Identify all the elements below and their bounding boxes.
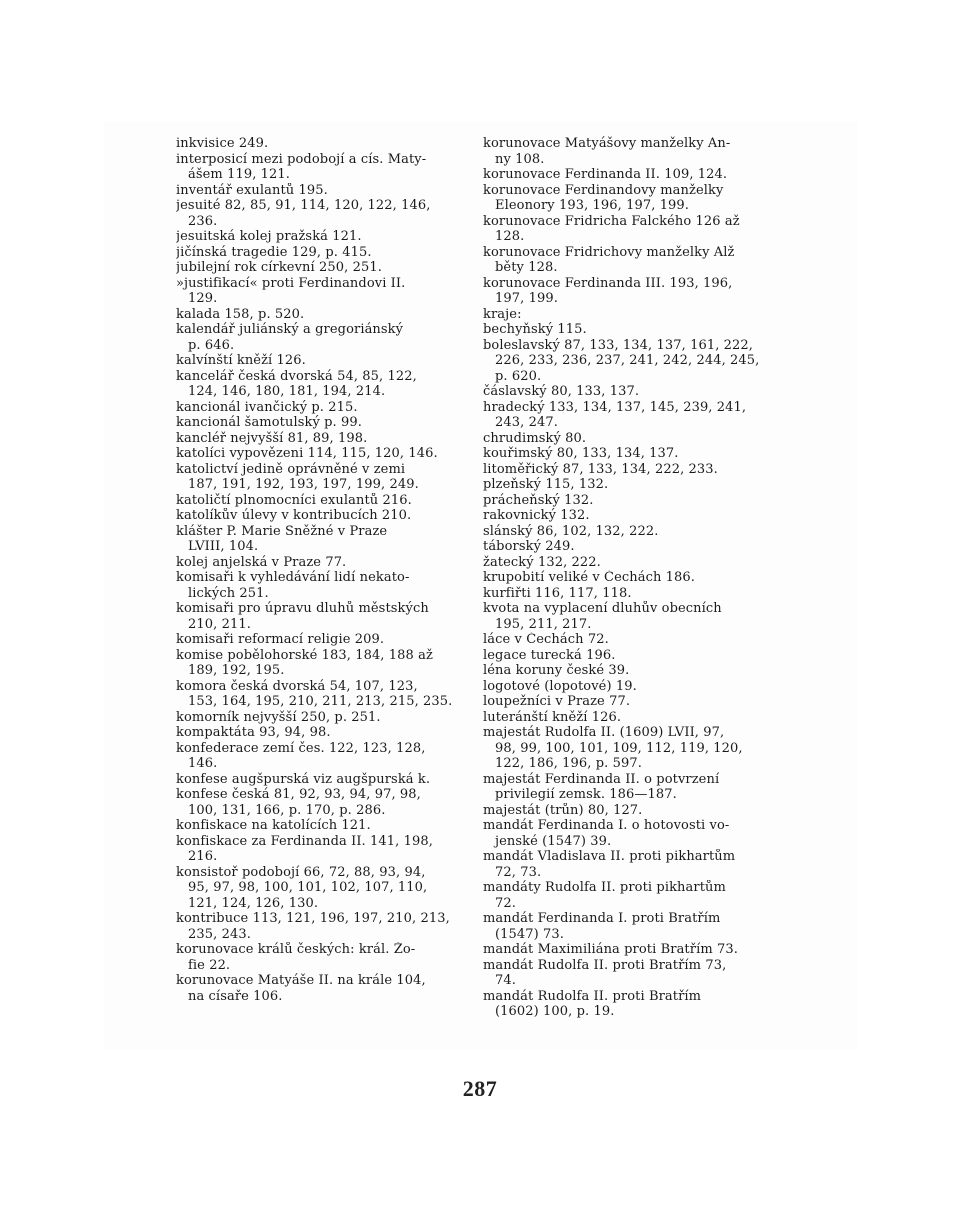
index-entry <box>483 803 771 819</box>
index-entry <box>483 493 771 509</box>
index-entry <box>483 539 771 555</box>
index-entry-continuation: 210, 211. <box>188 616 251 632</box>
index-entry <box>176 865 462 912</box>
index-entry-continuation: 74. <box>495 973 516 988</box>
index-entry-line: katoličtí plnomocníci exulantů 216. <box>176 492 412 508</box>
index-entry-continuation: 95, 97, 98, 100, 101, 102, 107, 110, <box>188 880 428 895</box>
index-entry-continuation: fie 22. <box>188 957 231 973</box>
index-entry-line: loupežníci v Praze 77. <box>483 694 631 709</box>
index-entry-line: kancionál ivančický p. 215. <box>176 399 358 415</box>
index-entry <box>176 353 462 369</box>
index-entry <box>483 508 771 524</box>
index-entry <box>483 477 771 493</box>
index-entry-continuation: 187, 191, 192, 193, 197, 199, 249. <box>188 477 419 492</box>
index-entry-line: kalvínští kněží 126. <box>176 353 306 368</box>
index-entry <box>176 741 462 772</box>
index-entry-line: legace turecká 196. <box>483 647 616 663</box>
index-entry-line: korunovace králů českých: král. Žo- <box>176 942 416 957</box>
index-entry-line: kvota na vyplacení dluhův obecních <box>483 601 722 616</box>
index-entry-line: žatecký 132, 222. <box>483 554 601 570</box>
index-entry <box>483 725 771 772</box>
index-entry-line: konfese česká 81, 92, 93, 94, 97, 98, <box>176 787 421 802</box>
index-entry-line: jičínská tragedie 129, p. 415. <box>176 244 372 260</box>
index-entry-line: komisaři pro úpravu dluhů městských <box>176 601 429 616</box>
index-entry-line: konfese augšpurská viz augšpurská k. <box>176 771 431 787</box>
index-entry-line: bechyňský 115. <box>483 322 587 337</box>
index-entry-continuation: 129. <box>188 291 218 306</box>
index-entry <box>483 555 771 571</box>
index-entry <box>176 725 462 741</box>
index-entry-line: inventář exulantů 195. <box>176 182 328 198</box>
index-entry <box>176 462 462 493</box>
index-entry-line: kontribuce 113, 121, 196, 197, 210, 213, <box>176 911 450 926</box>
index-entry <box>176 152 462 183</box>
index-entry <box>483 586 771 602</box>
index-entry-line: interposicí mezi podobojí a cís. Maty- <box>176 151 427 167</box>
index-entry-line: jesuité 82, 85, 91, 114, 120, 122, 146, <box>176 198 431 213</box>
index-entry <box>483 214 771 245</box>
index-entry <box>483 400 771 431</box>
index-entry-line: komisaři k vyhledávání lidí nekato- <box>176 570 410 585</box>
index-entry-line: hradecký 133, 134, 137, 145, 239, 241, <box>483 399 747 415</box>
index-entry-line: konfiskace za Ferdinanda II. 141, 198, <box>176 833 433 849</box>
index-entry-line: majestát (trůn) 80, 127. <box>483 802 643 818</box>
index-entry-continuation: 197, 199. <box>495 291 558 306</box>
index-entry-line: kurfiřti 116, 117, 118. <box>483 585 632 601</box>
index-entry-continuation: privilegií zemsk. 186—187. <box>495 787 677 802</box>
index-entry-line: konfederace zemí čes. 122, 123, 128, <box>176 740 426 756</box>
index-entry-line: korunovace Matyášovy manželky An- <box>483 136 731 151</box>
index-column-left <box>176 136 462 1004</box>
index-entry <box>176 787 462 818</box>
index-entry <box>483 384 771 400</box>
index-entry <box>483 818 771 849</box>
index-entry-line: inkvisice 249. <box>176 136 269 151</box>
index-entry <box>176 524 462 555</box>
index-entry <box>483 338 771 385</box>
index-entry <box>483 772 771 803</box>
index-entry-line: katolictví jedině oprávněné v zemi <box>176 461 406 477</box>
index-entry <box>483 710 771 726</box>
index-entry <box>176 446 462 462</box>
index-entry <box>483 167 771 183</box>
index-entry-line: katolíkův úlevy v kontribucích 210. <box>176 508 412 523</box>
index-entry-continuation: 72. <box>495 895 516 911</box>
index-entry-line: plzeňský 115, 132. <box>483 477 609 492</box>
index-entry-line: logotové (lopotové) 19. <box>483 678 637 694</box>
index-entry <box>483 679 771 695</box>
index-entry <box>483 276 771 307</box>
index-entry-continuation: 146. <box>188 756 218 771</box>
index-entry-line: kancionál šamotulský p. 99. <box>176 415 362 430</box>
index-entry-continuation: 128. <box>495 229 525 244</box>
index-entry <box>483 958 771 989</box>
index-entry <box>483 524 771 540</box>
index-entry <box>176 183 462 199</box>
index-entry-continuation: 189, 192, 195. <box>188 663 285 678</box>
index-entry-continuation: 226, 233, 236, 237, 241, 242, 244, 245, <box>495 353 760 368</box>
index-entry <box>483 136 771 167</box>
index-entry-continuation: 235, 243. <box>188 926 251 942</box>
index-entry-continuation: běty 128. <box>495 260 558 275</box>
index-entry-line: mandát Rudolfa II. proti Bratřím 73, <box>483 957 727 973</box>
index-entry-continuation: 195, 211, 217. <box>495 616 592 632</box>
index-entry-continuation: jenské (1547) 39. <box>495 833 612 849</box>
index-entry <box>483 648 771 664</box>
index-entry-line: mandát Vladislava II. proti pikhartům <box>483 849 736 864</box>
index-entry-line: mandát Ferdinanda I. proti Bratřím <box>483 911 721 926</box>
index-entry-line: slánský 86, 102, 132, 222. <box>483 523 659 539</box>
index-entry-continuation: 100, 131, 166, p. 170, p. 286. <box>188 802 386 818</box>
index-entry-line: »justifikací« proti Ferdinandovi II. <box>176 275 406 291</box>
index-entry <box>483 632 771 648</box>
index-entry-line: táborský 249. <box>483 539 575 554</box>
index-entry <box>176 772 462 788</box>
index-entry <box>483 462 771 478</box>
index-entry-line: kolej anjelská v Praze 77. <box>176 554 347 570</box>
index-entry-line: mandáty Rudolfa II. proti pikhartům <box>483 880 726 895</box>
index-entry-line: kompaktáta 93, 94, 98. <box>176 725 331 740</box>
index-entry <box>483 880 771 911</box>
index-entry-line: kalada 158, p. 520. <box>176 306 305 322</box>
index-entry <box>483 183 771 214</box>
index-entry <box>176 508 462 524</box>
index-entry-continuation: 121, 124, 126, 130. <box>188 895 319 911</box>
index-entry <box>176 260 462 276</box>
index-entry-line: jubilejní rok církevní 250, 251. <box>176 260 382 275</box>
index-entry-line: krupobití veliké v Čechách 186. <box>483 570 696 585</box>
index-column-right <box>483 136 771 1020</box>
index-entry-line: komora česká dvorská 54, 107, 123, <box>176 678 418 694</box>
index-entry <box>176 911 462 942</box>
index-entry <box>483 694 771 710</box>
index-entry-continuation: na císaře 106. <box>188 988 283 1004</box>
index-entry <box>176 601 462 632</box>
index-entry <box>176 415 462 431</box>
index-entry-line: rakovnický 132. <box>483 508 590 523</box>
index-entry <box>176 834 462 865</box>
index-entry <box>176 229 462 245</box>
index-entry <box>176 493 462 509</box>
index-entry-line: korunovace Ferdinanda III. 193, 196, <box>483 275 733 291</box>
index-entry-line: jesuitská kolej pražská 121. <box>176 229 362 244</box>
index-entry-continuation: ášem 119, 121. <box>188 167 290 182</box>
index-entry-continuation: Eleonory 193, 196, 197, 199. <box>495 198 690 213</box>
index-entry-continuation: p. 646. <box>188 337 235 353</box>
index-entry-line: konsistoř podobojí 66, 72, 88, 93, 94, <box>176 864 426 880</box>
index-entry-line: korunovace Fridricha Falckého 126 až <box>483 213 740 229</box>
index-entry-continuation: 98, 99, 100, 101, 109, 112, 119, 120, <box>495 740 743 756</box>
index-entry <box>483 663 771 679</box>
index-entry-line: luteránští kněží 126. <box>483 709 622 725</box>
index-entry-line: prácheňský 132. <box>483 492 594 508</box>
index-entry-line: komisaři reformací religie 209. <box>176 632 385 647</box>
index-entry-line: majestát Ferdinanda II. o potvrzení <box>483 771 720 787</box>
index-entry <box>176 818 462 834</box>
index-entry-line: léna koruny české 39. <box>483 663 630 678</box>
index-entry-continuation: 216. <box>188 849 218 864</box>
index-entry-continuation: 153, 164, 195, 210, 211, 213, 215, 235. <box>188 694 453 709</box>
index-entry <box>176 322 462 353</box>
index-entry <box>483 431 771 447</box>
index-entry-line: kalendář juliánský a gregoriánský <box>176 322 404 337</box>
index-entry-continuation: p. 620. <box>495 368 542 384</box>
index-entry-line: komise pobělohorské 183, 184, 188 až <box>176 647 433 663</box>
index-entry-line: korunovace Ferdinandovy manželky <box>483 182 724 198</box>
index-entry-line: konfiskace na katolících 121. <box>176 818 371 833</box>
index-entry-line: korunovace Ferdinanda II. 109, 124. <box>483 167 728 182</box>
index-entry-line: mandát Ferdinanda I. o hotovosti vo- <box>483 818 730 833</box>
index-entry <box>483 307 771 323</box>
index-entry <box>483 570 771 586</box>
index-entry-continuation: 236. <box>188 213 218 229</box>
index-entry-line: majestát Rudolfa II. (1609) LVII, 97, <box>483 725 725 740</box>
index-entry-line: mandát Maximiliána proti Bratřím 73. <box>483 942 738 957</box>
index-entry <box>176 570 462 601</box>
index-entry-line: mandát Rudolfa II. proti Bratřím <box>483 988 702 1004</box>
index-entry-line: korunovace Fridrichovy manželky Alž <box>483 244 735 260</box>
index-entry-line: kancelář česká dvorská 54, 85, 122, <box>176 368 417 384</box>
index-entry-line: boleslavský 87, 133, 134, 137, 161, 222, <box>483 337 754 353</box>
index-entry-continuation: 72, 73. <box>495 864 542 880</box>
index-entry <box>176 245 462 261</box>
index-entry-line: komorník nejvyšší 250, p. 251. <box>176 709 381 725</box>
index-entry-continuation: 124, 146, 180, 181, 194, 214. <box>188 384 386 399</box>
index-entry <box>176 679 462 710</box>
index-entry <box>176 648 462 679</box>
index-entry-continuation: ny 108. <box>495 151 545 167</box>
index-entry <box>483 942 771 958</box>
index-entry-line: litoměřický 87, 133, 134, 222, 233. <box>483 461 718 477</box>
index-entry <box>483 601 771 632</box>
index-entry <box>176 307 462 323</box>
index-entry <box>176 632 462 648</box>
index-entry-line: korunovace Matyáše II. na krále 104, <box>176 973 426 988</box>
index-entry-line: katolíci vypovězeni 114, 115, 120, 146. <box>176 446 438 461</box>
index-entry-continuation: (1547) 73. <box>495 926 565 942</box>
index-entry <box>176 555 462 571</box>
index-entry-line: láce v Čechách 72. <box>483 632 609 647</box>
index-entry-continuation: 243, 247. <box>495 415 558 430</box>
index-entry <box>176 276 462 307</box>
index-entry-continuation: (1602) 100, p. 19. <box>495 1004 615 1019</box>
index-entry-line: kancléř nejvyšší 81, 89, 198. <box>176 430 368 446</box>
index-entry <box>483 322 771 338</box>
index-entry-line: kouřimský 80, 133, 134, 137. <box>483 446 679 461</box>
index-entry-continuation: 122, 186, 196, p. 597. <box>495 756 642 771</box>
index-entry <box>176 369 462 400</box>
index-entry <box>483 446 771 462</box>
index-entry <box>483 989 771 1020</box>
index-entry <box>176 973 462 1004</box>
page-number: 287 <box>462 1076 498 1101</box>
index-entry-continuation: LVIII, 104. <box>188 539 259 554</box>
index-entry <box>176 400 462 416</box>
index-entry <box>176 710 462 726</box>
index-entry-line: chrudimský 80. <box>483 430 587 446</box>
index-entry <box>176 136 462 152</box>
index-entry <box>483 911 771 942</box>
index-entry-continuation: lických 251. <box>188 585 269 601</box>
index-entry-line: klášter P. Marie Sněžné v Praze <box>176 523 388 539</box>
index-entry <box>176 198 462 229</box>
index-entry <box>176 942 462 973</box>
index-entry <box>483 245 771 276</box>
index-entry-line: kraje: <box>483 306 522 322</box>
index-entry-line: čáslavský 80, 133, 137. <box>483 384 640 399</box>
index-entry <box>176 431 462 447</box>
index-entry <box>483 849 771 880</box>
